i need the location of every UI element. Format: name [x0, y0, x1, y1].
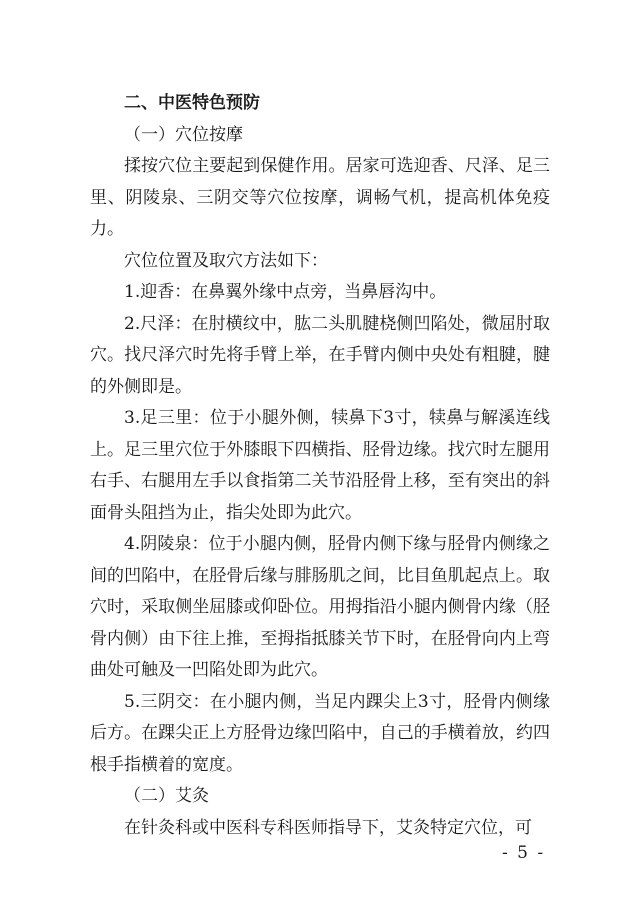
document-body [90, 88, 550, 844]
subsection-title-moxibustion: （二）艾灸 [124, 786, 209, 806]
subsection-title-acupoint-massage: （一）穴位按摩 [124, 124, 243, 145]
paragraph-yingxiang: 1.迎香：在鼻翼外缘中点旁，当鼻唇沟中。 [124, 282, 447, 302]
paragraph-massage-intro: 揉按穴位主要起到保健作用。居家可选迎香、尺泽、足三里、阴陵泉、三阴交等穴位按摩，调畅气机，提高机体免疫力。 [90, 156, 550, 239]
section-heading: 二、中医特色预防 [124, 93, 260, 113]
paragraph-zusanli: 3.足三里：位于小腿外侧，犊鼻下3寸，犊鼻与解溪连线上。足三里穴位于外膝眼下四横指、胫骨边缘。找穴时左腿用右手、右腿用左手以食指第二关节沿胫骨上移，至有突出的斜面骨头阻挡为止，指尖处即为此穴。 [90, 408, 550, 523]
page-number: - 5 - [502, 843, 546, 863]
paragraph-chize: 2.尺泽：在肘横纹中，肱二头肌腱桡侧凹陷处，微屈肘取穴。找尺泽穴时先将手臂上举，在手臂内侧中央处有粗腱，腱的外侧即是。 [90, 313, 550, 397]
paragraph-method-intro: 穴位位置及取穴方法如下： [124, 250, 328, 271]
paragraph-moxibustion-intro: 在针灸科或中医科专科医师指导下，艾灸特定穴位，可 [124, 817, 532, 838]
paragraph-yinlingquan: 4.阴陵泉：位于小腿内侧，胫骨内侧下缘与胫骨内侧缘之间的凹陷中，在胫骨后缘与腓肠肌之间，比目鱼肌起点上。取穴时，采取侧坐屈膝或仰卧位。用拇指沿小腿内侧骨内缘（胫骨内侧）由下往上推，至拇指抵膝关节下时，在胫骨向内上弯曲处可触及一凹陷处即为此穴。 [90, 534, 550, 680]
paragraph-sanyinjiao: 5.三阴交：在小腿内侧，当足内踝尖上3寸，胫骨内侧缘后方。在踝尖正上方胫骨边缘凹陷中，自己的手横着放，约四根手指横着的宽度。 [90, 691, 550, 775]
